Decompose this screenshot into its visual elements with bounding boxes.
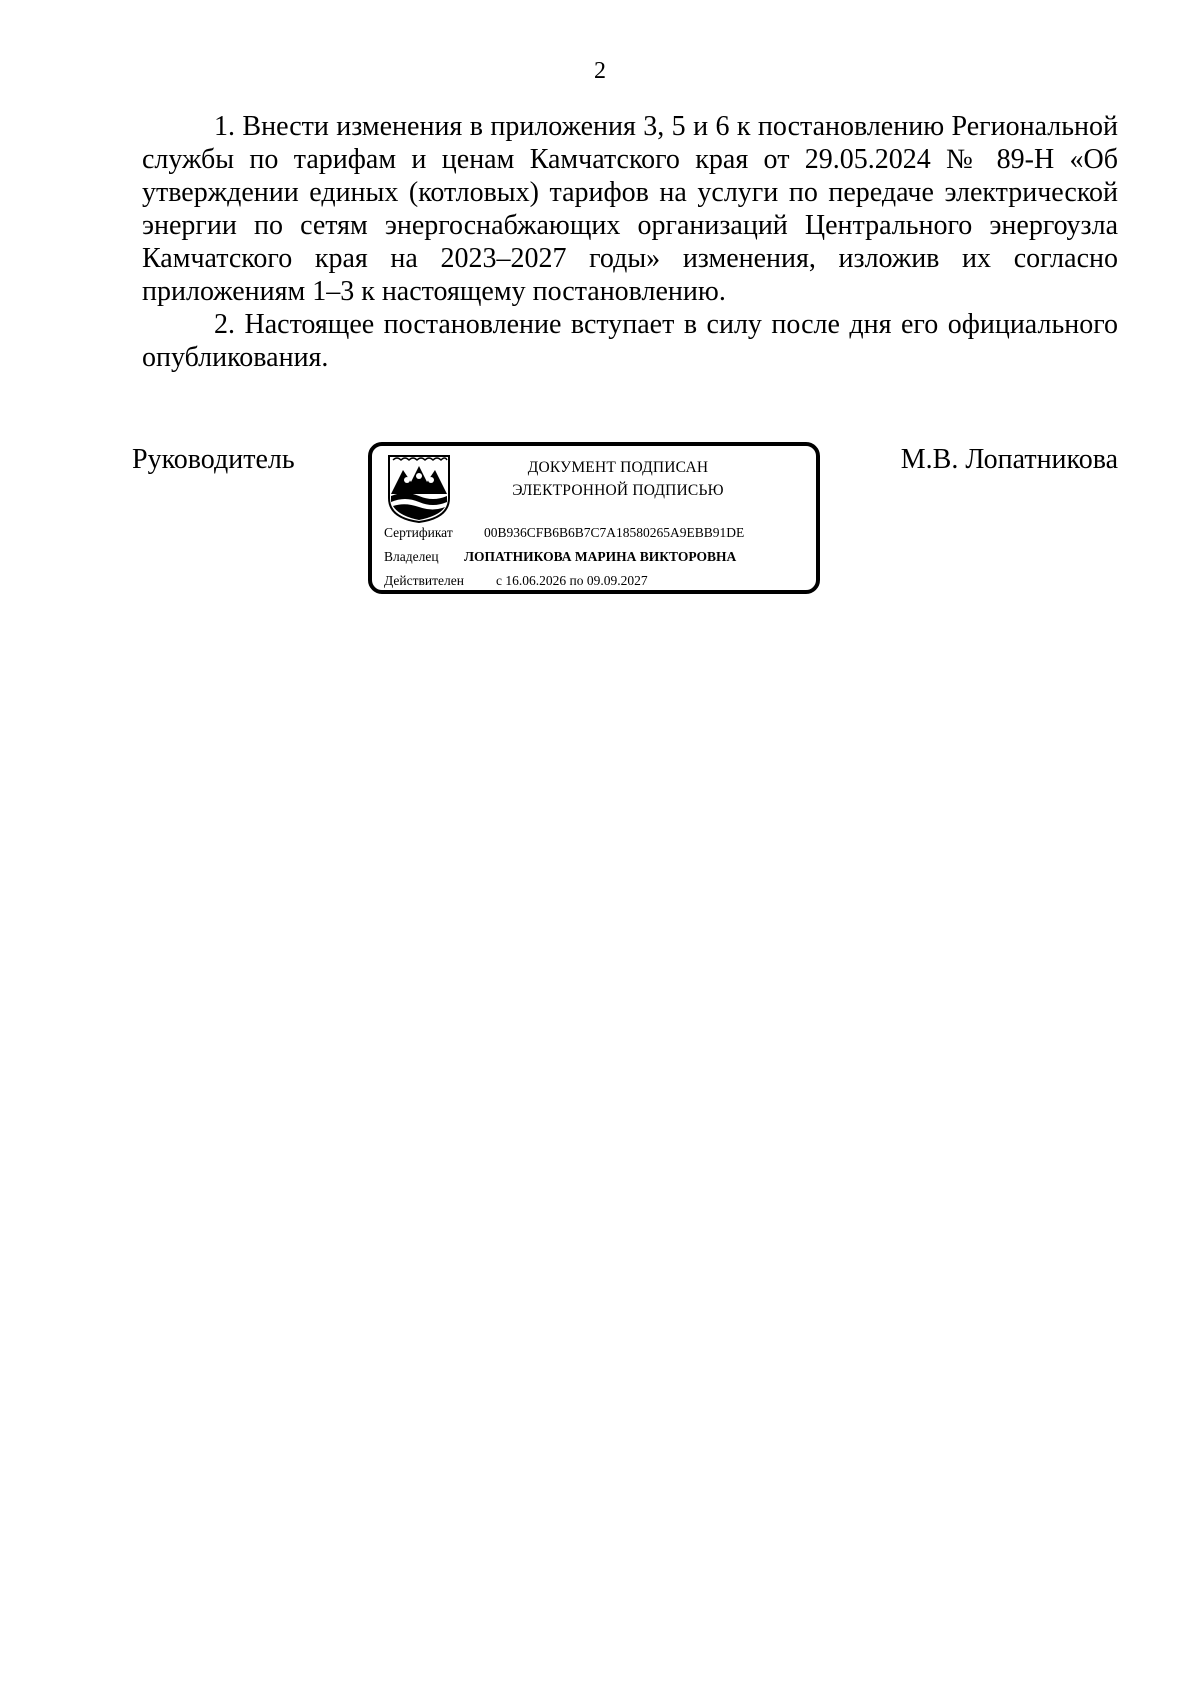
validity-row xyxy=(384,572,648,590)
owner-row xyxy=(384,548,736,566)
electronic-signature-stamp xyxy=(368,442,820,594)
stamp-title xyxy=(468,456,768,502)
kamchatka-coat-of-arms-icon xyxy=(387,454,451,524)
validity-value: с 16.06.2026 по 09.09.2027 xyxy=(496,573,648,588)
certificate-row xyxy=(384,524,744,542)
paragraph-2: 2. Настоящее постановление вступает в силу после дня его официального опубликования. xyxy=(142,309,1118,373)
signer-position: Руководитель xyxy=(132,444,295,475)
certificate-value: 00B936CFB6B6B7C7A18580265A9EBB91DE xyxy=(484,525,745,540)
signer-name: М.В. Лопатникова xyxy=(900,444,1118,475)
certificate-label: Сертификат xyxy=(384,525,453,540)
owner-value: ЛОПАТНИКОВА МАРИНА ВИКТОРОВНА xyxy=(464,549,737,564)
validity-label: Действителен xyxy=(384,573,464,588)
paragraph-1: 1. Внести изменения в приложения 3, 5 и 6 к постановлению Региональной службы по тарифам и ценам Камчатского края от 29.05.2024 № 89-Н «Об утверждении единых (котловых) тарифов на услуги по передаче электрической энергии по сетям энергоснабжающих организаций Центрального энергоузла Камчатского края на 2023–2027 годы» изменения, изложив их согласно приложениям 1–3 к настоящему постановлению. xyxy=(142,111,1118,307)
document-body xyxy=(142,110,1118,374)
stamp-title-line-1: ДОКУМЕНТ ПОДПИСАН xyxy=(527,459,709,476)
page-number: 2 xyxy=(594,58,606,84)
owner-label: Владелец xyxy=(384,549,439,564)
stamp-title-line-2: ЭЛЕКТРОННОЙ ПОДПИСЬЮ xyxy=(512,482,724,499)
